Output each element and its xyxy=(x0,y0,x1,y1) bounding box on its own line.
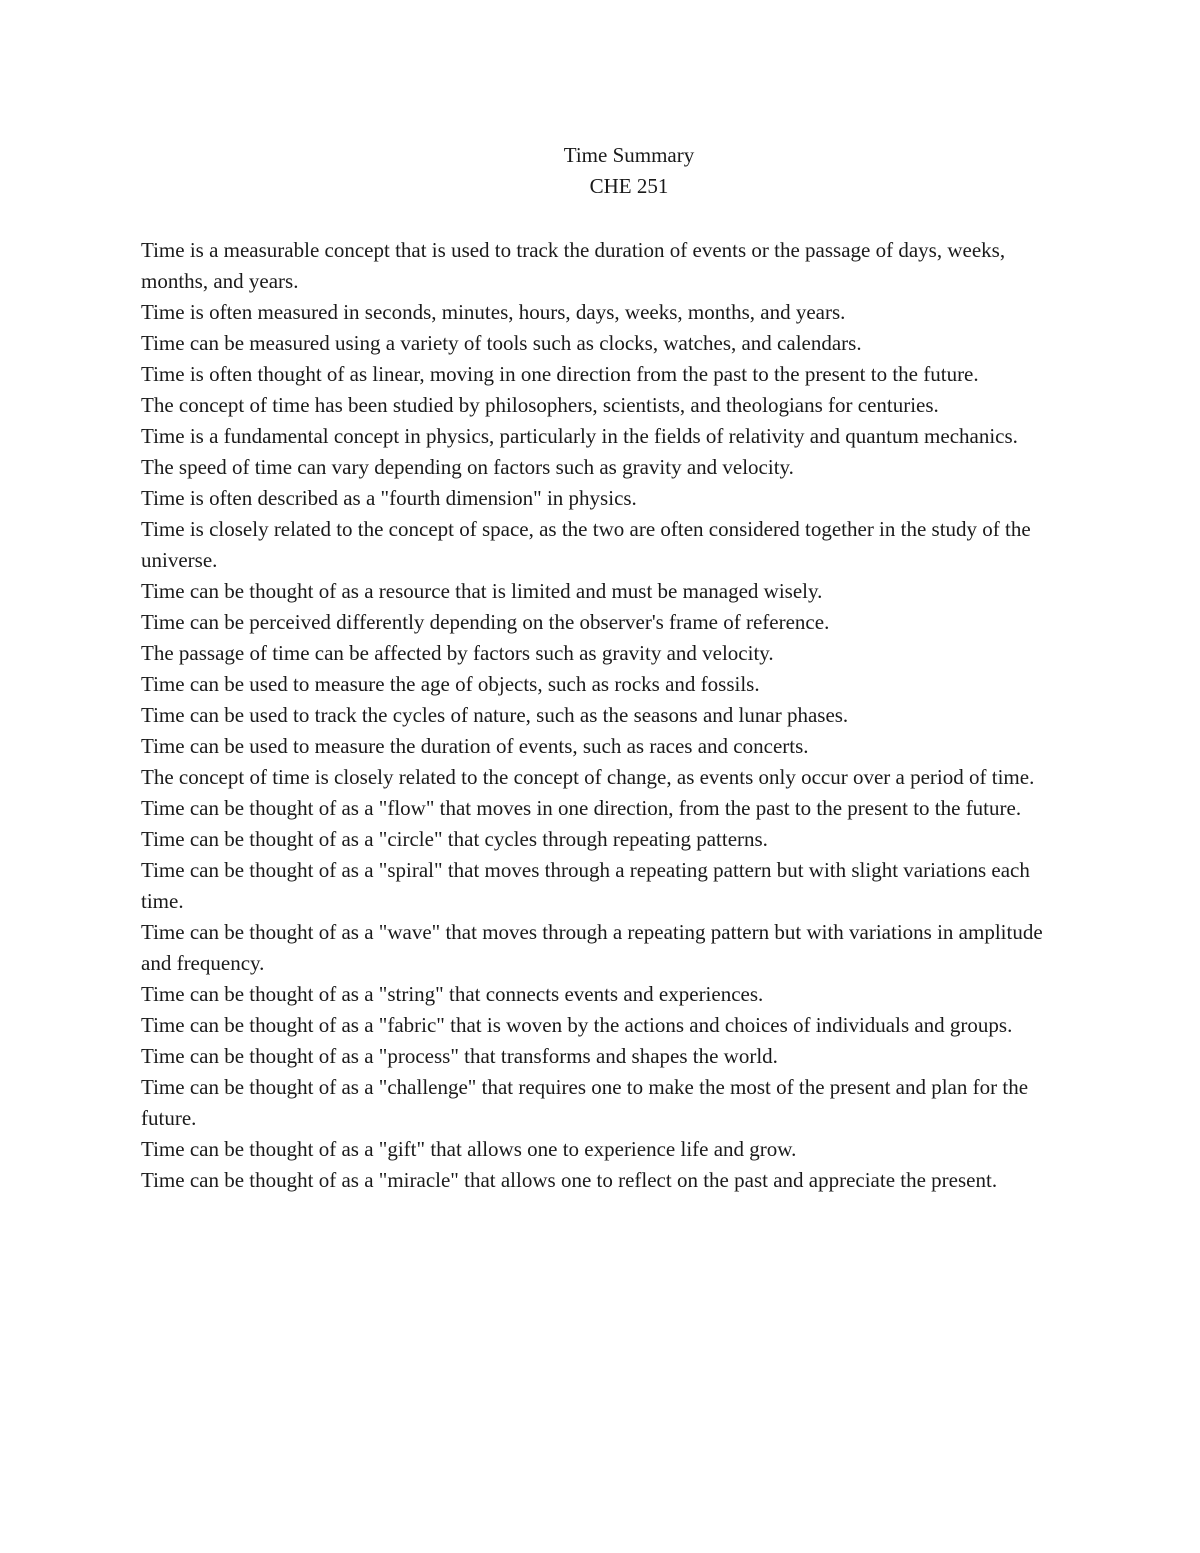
body-line: Time can be thought of as a resource that is limited and must be managed wisely. xyxy=(141,579,823,603)
body-line: Time can be used to measure the age of objects, such as rocks and fossils. xyxy=(141,672,760,696)
body-line: Time is a fundamental concept in physics, particularly in the fields of relativity and quantum mechanics. xyxy=(141,424,1018,448)
body-line: Time can be thought of as a "gift" that allows one to experience life and grow. xyxy=(141,1137,797,1161)
body-line: Time can be used to track the cycles of nature, such as the seasons and lunar phases. xyxy=(141,703,849,727)
body-line: Time is a measurable concept that is used to track the duration of events or the passage of days, weeks, months, and years. xyxy=(141,238,1006,293)
document-title: Time Summary xyxy=(563,143,695,167)
body-line: The passage of time can be affected by factors such as gravity and velocity. xyxy=(141,641,774,665)
body-line: Time can be thought of as a "fabric" that is woven by the actions and choices of individuals and groups. xyxy=(141,1013,1013,1037)
body-line: Time can be thought of as a "string" that connects events and experiences. xyxy=(141,982,764,1006)
body-line: Time can be thought of as a "circle" that cycles through repeating patterns. xyxy=(141,827,768,851)
body-line: Time can be thought of as a "flow" that moves in one direction, from the past to the present to the future. xyxy=(141,796,1022,820)
body-line: The concept of time is closely related to the concept of change, as events only occur over a period of time. xyxy=(141,765,1035,789)
body-line: Time is closely related to the concept of space, as the two are often considered together in the study of the universe. xyxy=(141,517,1031,572)
body-line: Time can be thought of as a "wave" that moves through a repeating pattern but with variations in amplitude and frequency. xyxy=(141,920,1043,975)
body-line: Time is often described as a "fourth dimension" in physics. xyxy=(141,486,637,510)
course-code: CHE 251 xyxy=(589,174,669,198)
body-line: Time can be thought of as a "spiral" that moves through a repeating pattern but with slight variations each time. xyxy=(141,858,1030,913)
body-line: Time can be thought of as a "process" that transforms and shapes the world. xyxy=(141,1044,778,1068)
body-line: Time is often measured in seconds, minutes, hours, days, weeks, months, and years. xyxy=(141,300,846,324)
body-line: Time can be used to measure the duration of events, such as races and concerts. xyxy=(141,734,809,758)
body-line: Time can be thought of as a "miracle" that allows one to reflect on the past and appreciate the present. xyxy=(141,1168,998,1192)
body-line: Time can be perceived differently depending on the observer's frame of reference. xyxy=(141,610,830,634)
document-body xyxy=(141,235,1061,1196)
document-header xyxy=(0,140,1200,202)
body-line: The speed of time can vary depending on factors such as gravity and velocity. xyxy=(141,455,794,479)
body-line: Time can be measured using a variety of tools such as clocks, watches, and calendars. xyxy=(141,331,862,355)
body-line: Time is often thought of as linear, moving in one direction from the past to the present to the future. xyxy=(141,362,979,386)
body-line: Time can be thought of as a "challenge" that requires one to make the most of the present and plan for the future. xyxy=(141,1075,1029,1130)
body-line: The concept of time has been studied by philosophers, scientists, and theologians for centuries. xyxy=(141,393,939,417)
